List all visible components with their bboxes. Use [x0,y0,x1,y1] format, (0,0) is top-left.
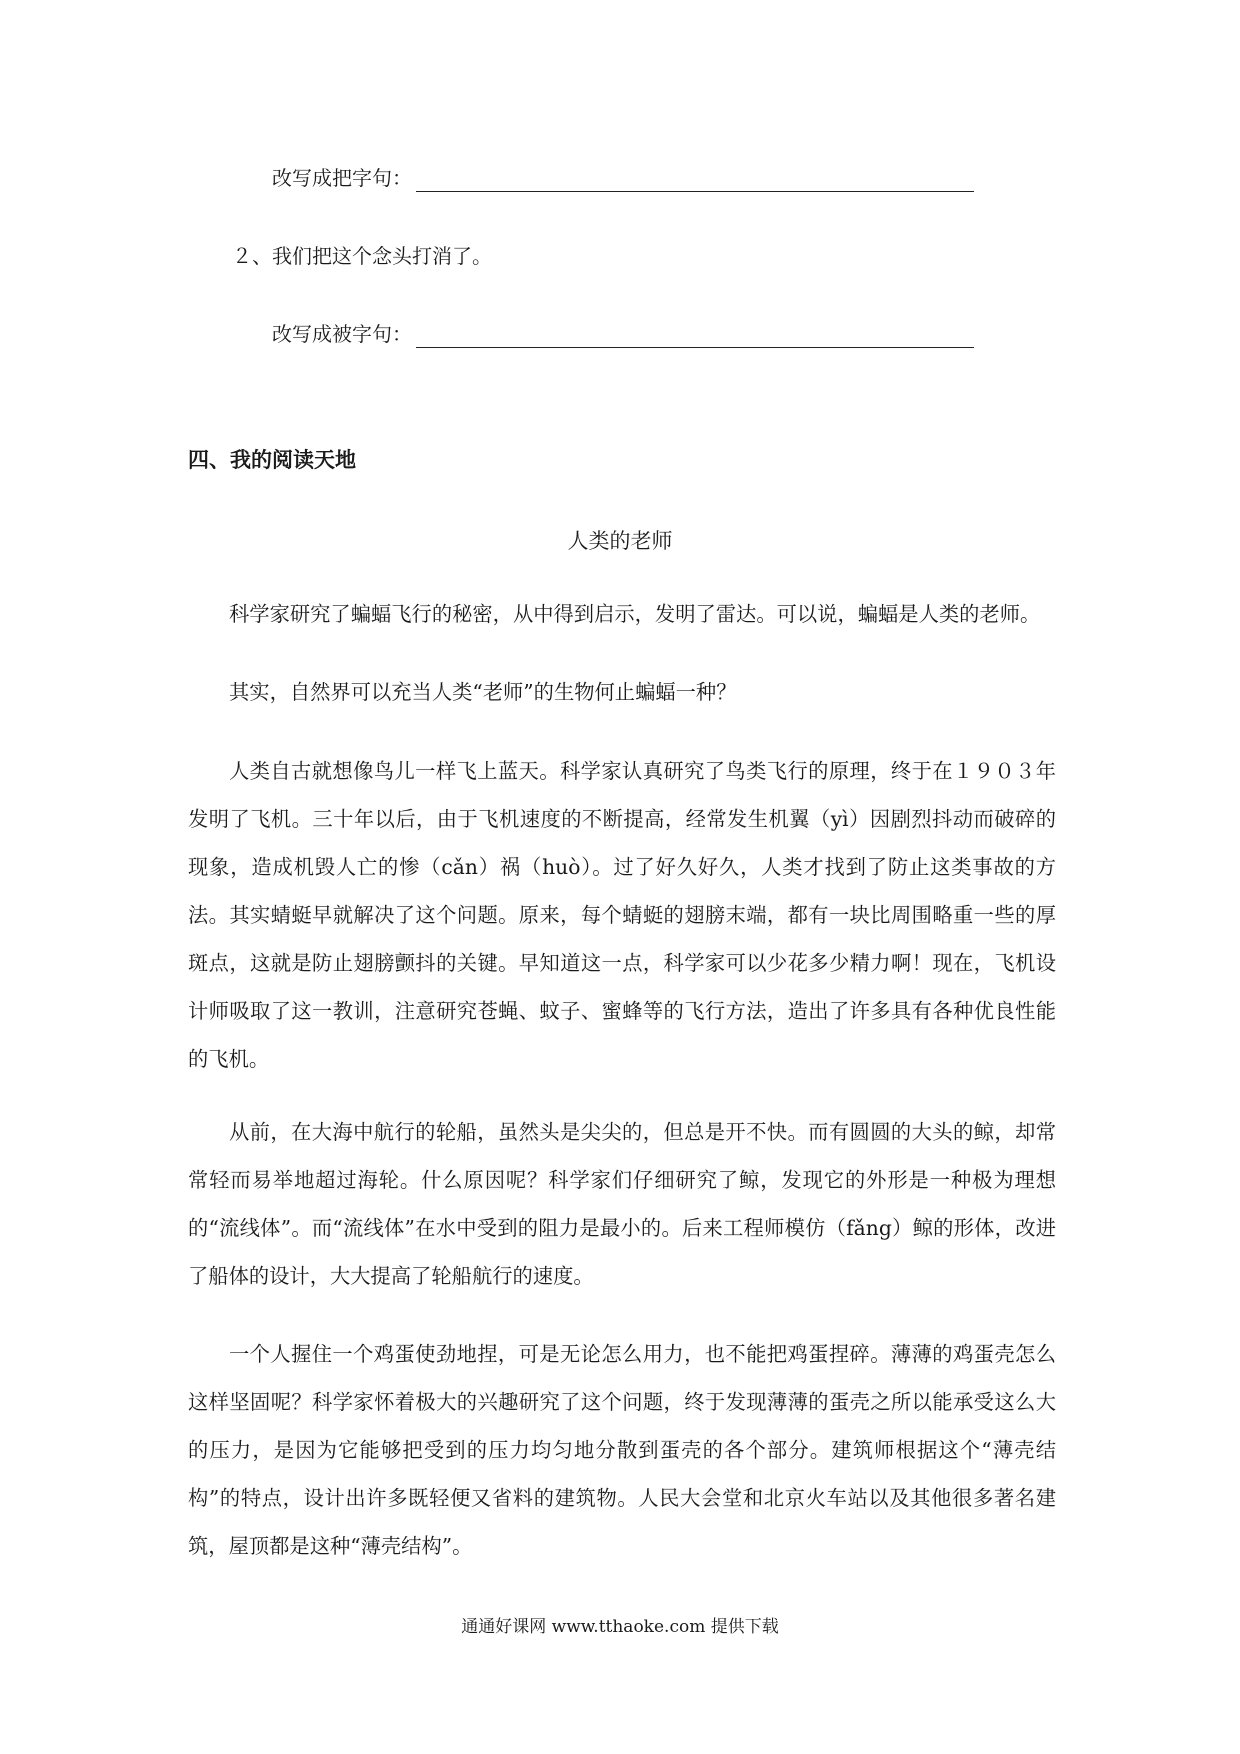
answer-blank-bei[interactable] [416,327,974,348]
section-heading: 四、我的阅读天地 [188,448,356,472]
article-title: 人类的老师 [567,529,673,553]
rewrite-bei-label: 改写成被字句： [272,322,412,346]
footer-credit: 通通好课网 www.tthaoke.com 提供下载 [461,1617,779,1637]
paragraph-2: 其实，自然界可以充当人类“老师”的生物何止蝙蝠一种？ [229,680,737,704]
paragraph-1: 科学家研究了蝙蝠飞行的秘密，从中得到启示，发明了雷达。可以说，蝙蝠是人类的老师。 [229,602,1041,626]
answer-blank-ba[interactable] [416,171,974,192]
rewrite-ba-label: 改写成把字句： [272,166,412,190]
paragraph-4: 从前，在大海中航行的轮船，虽然头是尖尖的，但总是开不快。而有圆圆的大头的鲸，却常常轻而易举地超过海轮。什么原因呢？科学家们仔细研究了鲸，发现它的外形是一种极为理想的“流线体”。而“流线体”在水中受到的阻力是最小的。后来工程师模仿（fǎng）鲸的形体，改进了船体的设计，大大提高了轮船航行的速度。 [188,1120,1056,1288]
exercise-item-2: ２、我们把这个念头打消了。 [232,244,492,268]
paragraph-3: 人类自古就想像鸟儿一样飞上蓝天。科学家认真研究了鸟类飞行的原理，终于在１９０３年发明了飞机。三十年以后，由于飞机速度的不断提高，经常发生机翼（yì）因剧烈抖动而破碎的现象，造成机毁人亡的惨（cǎn）祸（huò）。过了好久好久，人类才找到了防止这类事故的方法。其实蜻蜓早就解决了这个问题。原来，每个蜻蜓的翅膀末端，都有一块比周围略重一些的厚斑点，这就是防止翅膀颤抖的关键。早知道这一点，科学家可以少花多少精力啊！现在，飞机设计师吸取了这一教训，注意研究苍蝇、蚊子、蜜蜂等的飞行方法，造出了许多具有各种优良性能的飞机。 [188,759,1056,1071]
rewrite-bei-line [272,320,974,348]
rewrite-ba-line [272,164,974,192]
paragraph-5: 一个人握住一个鸡蛋使劲地捏，可是无论怎么用力，也不能把鸡蛋捏碎。薄薄的鸡蛋壳怎么这样坚固呢？科学家怀着极大的兴趣研究了这个问题，终于发现薄薄的蛋壳之所以能承受这么大的压力，是因为它能够把受到的压力均匀地分散到蛋壳的各个部分。建筑师根据这个“薄壳结构”的特点，设计出许多既轻便又省料的建筑物。人民大会堂和北京火车站以及其他很多著名建筑，屋顶都是这种“薄壳结构”。 [188,1342,1056,1558]
